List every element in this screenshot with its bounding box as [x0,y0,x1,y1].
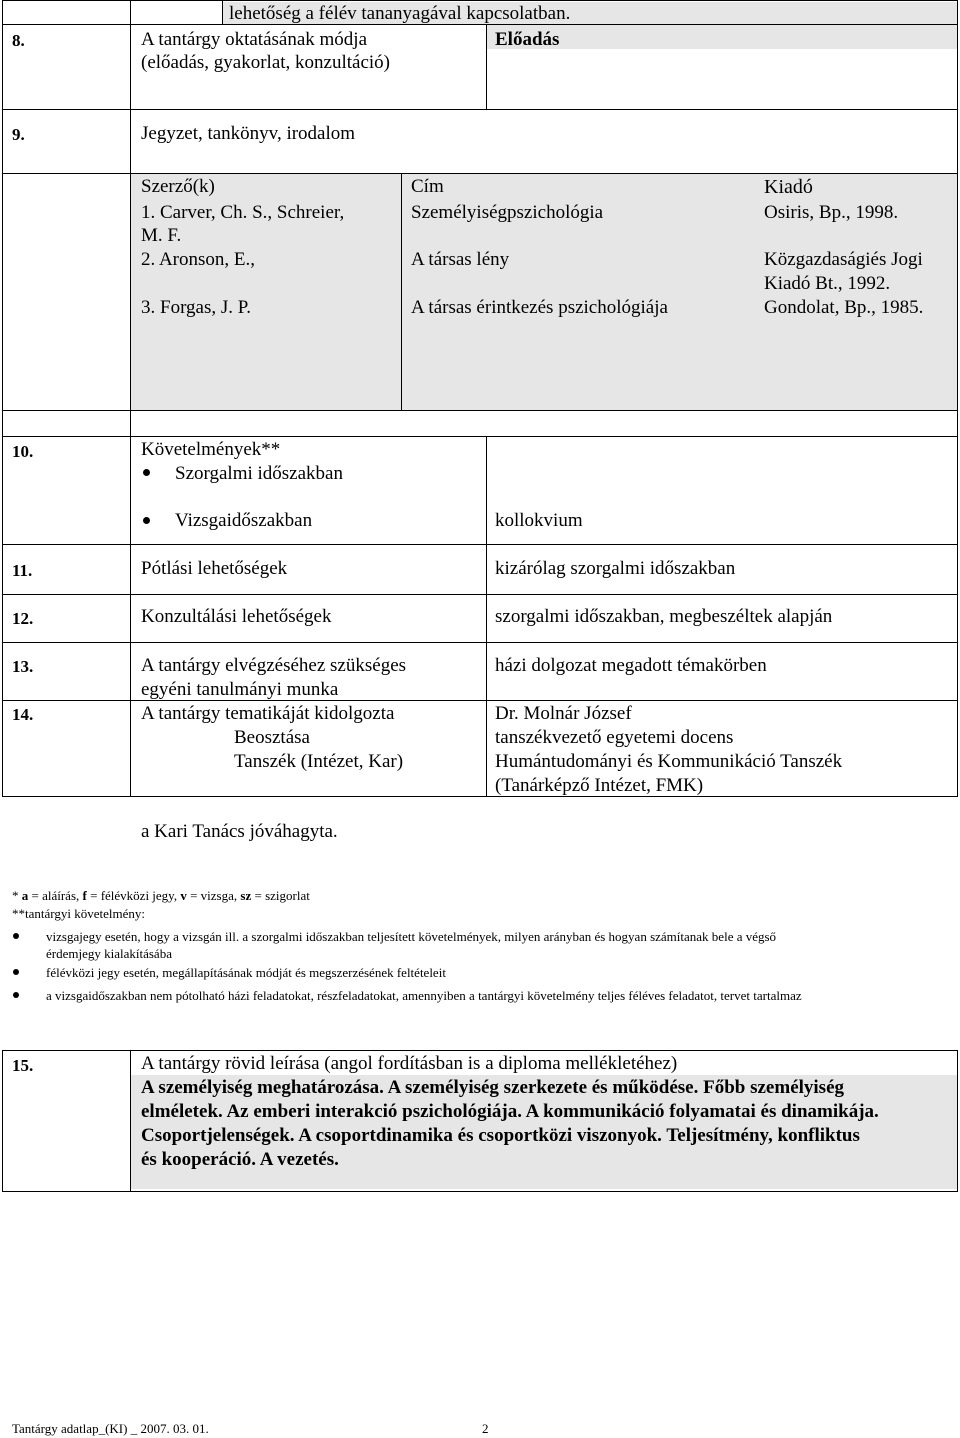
top-row-text: lehetőség a félév tananyagával kapcsolatban. [229,3,571,24]
approval-text: a Kari Tanács jóváhagyta. [141,821,338,842]
row13-label-2: egyéni tanulmányi munka [141,679,339,700]
publisher-2: Közgazdaságiés Jogi [764,249,923,270]
row12-num: 12. [12,609,34,628]
row9-num: 9. [12,125,25,144]
bullet-icon [13,969,19,975]
footer-left: Tantárgy adatlap_(KI) _ 2007. 03. 01. [12,1421,209,1436]
row8-label-2: (előadás, gyakorlat, konzultáció) [141,52,391,73]
row9-label: Jegyzet, tankönyv, irodalom [141,123,356,144]
publisher-2-cont: Kiadó Bt., 1992. [764,273,891,294]
bullet-icon [13,992,19,998]
title-2: A társas lény [411,249,510,270]
row14-dept2: (Tanárképző Intézet, FMK) [495,775,704,796]
row10-num: 10. [12,442,34,461]
row10-item1: Szorgalmi időszakban [175,463,343,484]
row11-value: kizárólag szorgalmi időszakban [495,558,736,579]
row12-label: Konzultálási lehetőségek [141,606,332,627]
row15-label: A tantárgy rövid leírása (angol fordításban is a diploma mellékletéhez) [141,1053,678,1074]
row13-num: 13. [12,657,34,676]
row12-value: szorgalmi időszakban, megbeszéltek alapján [495,606,833,627]
publisher-1: Osiris, Bp., 1998. [764,202,899,223]
row11-label: Pótlási lehetőségek [141,558,288,579]
footer-page-number: 2 [482,1421,489,1436]
row10-value2: kollokvium [495,510,583,531]
title-3: A társas érintkezés pszichológiája [411,297,668,318]
row14-label-2: Beosztása [234,727,310,748]
author-1-cont: M. F. [141,225,182,246]
title-1: Személyiségpszichológia [411,202,604,223]
footnote-legend: * a = aláírás, f = félévközi jegy, v = vizsga, sz = szigorlat [12,888,310,903]
bullet-icon [13,933,19,939]
literature-header-publisher: Kiadó [764,176,813,198]
row15-desc-2: elméletek. Az emberi interakció pszichológiája. A kommunikáció folyamatai és dinamikája. [141,1101,879,1122]
row15-num: 15. [12,1056,34,1075]
footnote-item-3: a vizsgaidőszakban nem pótolható házi feladatokat, részfeladatokat, amennyiben a tantárgyi követelmény teljes féléves feladatot, tervet tartalmaz [46,988,802,1003]
footnote-item-1: vizsgajegy esetén, hogy a vizsgán ill. a szorgalmi időszakban teljesített követelmények, milyen arányban és hogyan számítanak bele a végső [46,929,777,944]
row10-label: Követelmények** [141,439,281,460]
bullet-icon [143,469,150,476]
row8-label-1: A tantárgy oktatásának módja [141,29,368,50]
footnote-item-2: félévközi jegy esetén, megállapításának módját és megszerzésének feltételeit [46,965,446,980]
row8-num: 8. [12,31,25,50]
footnote-item-1-cont: érdemjegy kialakításába [46,946,172,961]
row13-value: házi dolgozat megadott témakörben [495,655,767,676]
literature-header-author: Szerző(k) [141,176,215,197]
author-2: 2. Aronson, E., [141,249,255,270]
row13-label-1: A tantárgy elvégzéséhez szükséges [141,655,407,676]
row14-num: 14. [12,705,34,724]
row10-item2: Vizsgaidőszakban [175,510,313,531]
row11-num: 11. [12,561,33,580]
literature-header-title: Cím [411,176,444,197]
publisher-3: Gondolat, Bp., 1985. [764,297,924,318]
footnote-req-title: **tantárgyi követelmény: [12,906,145,921]
row15-desc-3: Csoportjelenségek. A csoportdinamika és csoportközi viszonyok. Teljesítmény, konfliktus [141,1125,860,1146]
author-1: 1. Carver, Ch. S., Schreier, [141,202,345,223]
row14-name: Dr. Molnár József [495,703,632,724]
row14-dept: Humántudományi és Kommunikáció Tanszék [495,751,843,772]
row14-label-1: A tantárgy tematikáját kidolgozta [141,703,395,724]
row14-label-3: Tanszék (Intézet, Kar) [234,751,404,772]
row15-desc-1: A személyiség meghatározása. A személyiség szerkezete és működése. Főbb személyiség [141,1077,845,1098]
row14-position: tanszékvezető egyetemi docens [495,727,734,748]
row15-desc-4: és kooperáció. A vezetés. [141,1149,339,1170]
author-3: 3. Forgas, J. P. [141,297,251,318]
row8-value: Előadás [495,29,560,50]
bullet-icon [143,517,150,524]
